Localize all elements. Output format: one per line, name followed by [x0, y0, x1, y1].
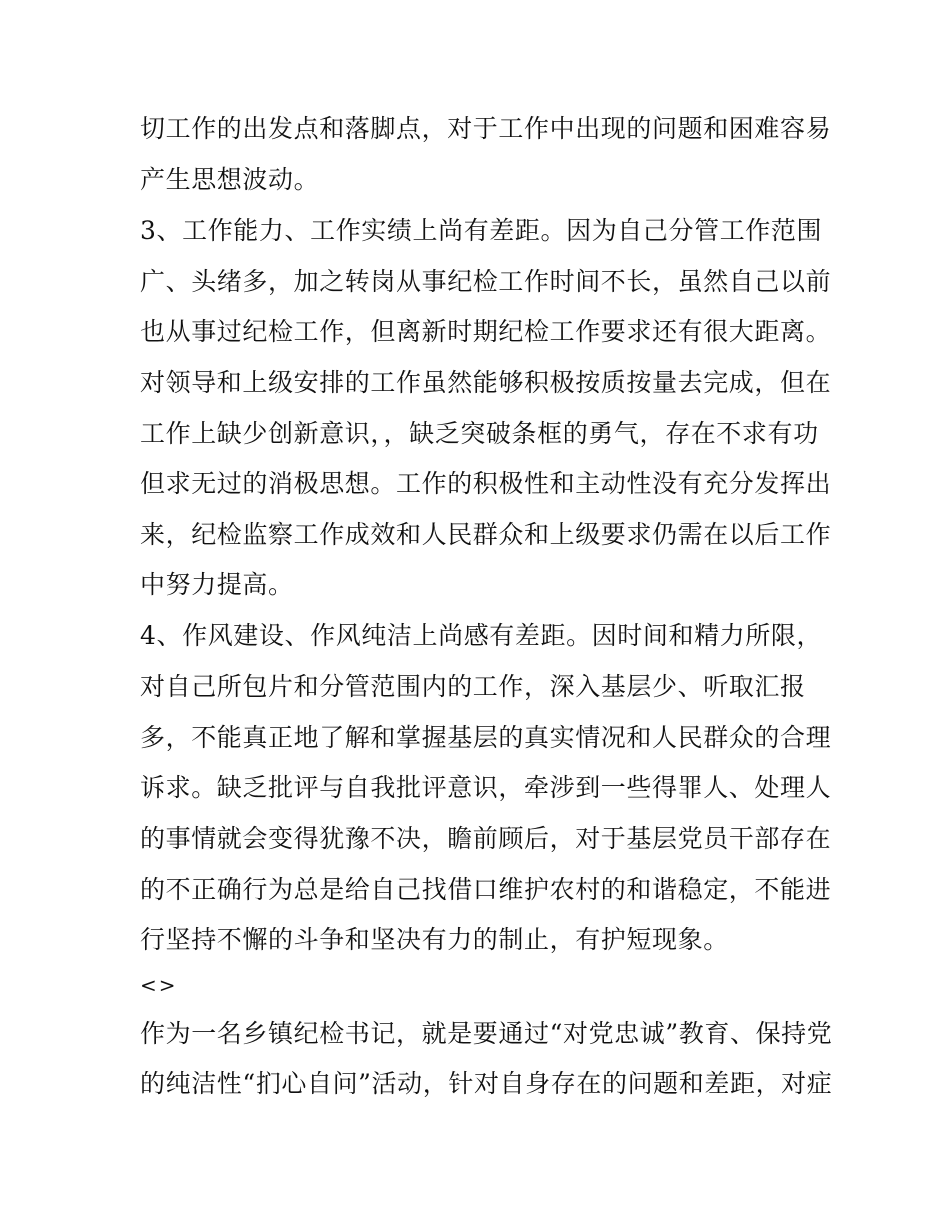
text-line: 产生思想波动。: [140, 165, 320, 194]
text-line: 广、头绪多，加之转岗从事纪检工作时间不长，虽然自己以前: [140, 267, 832, 296]
text-line: 的事情就会变得犹豫不决，瞻前顾后，对于基层党员干部存在: [140, 824, 832, 853]
text-line: 切工作的出发点和落脚点，对于工作中出现的问题和困难容易: [140, 114, 832, 143]
text-line: 来，纪检监察工作成效和人民群众和上级要求仍需在以后工作: [140, 520, 832, 549]
text-line: 4、作风建设、作风纯洁上尚感有差距。因时间和精力所限，: [140, 621, 823, 650]
text-line: 多，不能真正地了解和掌握基层的真实情况和人民群众的合理: [140, 723, 832, 752]
text-line: 3、工作能力、工作实绩上尚有差距。因为自己分管工作范围: [140, 216, 823, 245]
text-line: 也从事过纪检工作，但离新时期纪检工作要求还有很大距离。: [140, 317, 832, 346]
text-line: 诉求。缺乏批评与自我批评意识，牵涉到一些得罪人、处理人: [140, 773, 832, 802]
text-line: 对领导和上级安排的工作虽然能够积极按质按量去完成，但在: [140, 368, 832, 397]
text-line: 但求无过的消极思想。工作的积极性和主动性没有充分发挥出: [140, 469, 832, 498]
text-line: 的不正确行为总是给自己找借口维护农村的和谐稳定，不能进: [140, 875, 832, 904]
text-line: 工作上缺少创新意识，，缺乏突破条框的勇气，存在不求有功: [140, 419, 819, 448]
text-line: 的纯洁性“扪心自问”活动，针对自身存在的问题和差距，对症: [140, 1069, 833, 1098]
text-line-marker: <>: [140, 973, 178, 997]
text-line: 作为一名乡镇纪检书记，就是要通过“对党忠诚”教育、保持党: [140, 1019, 833, 1048]
text-line: 中努力提高。: [140, 570, 294, 599]
text-line: 对自己所包片和分管范围内的工作，深入基层少、听取汇报: [140, 672, 806, 701]
text-line: 行坚持不懈的斗争和坚决有力的制止，有护短现象。: [140, 925, 729, 954]
